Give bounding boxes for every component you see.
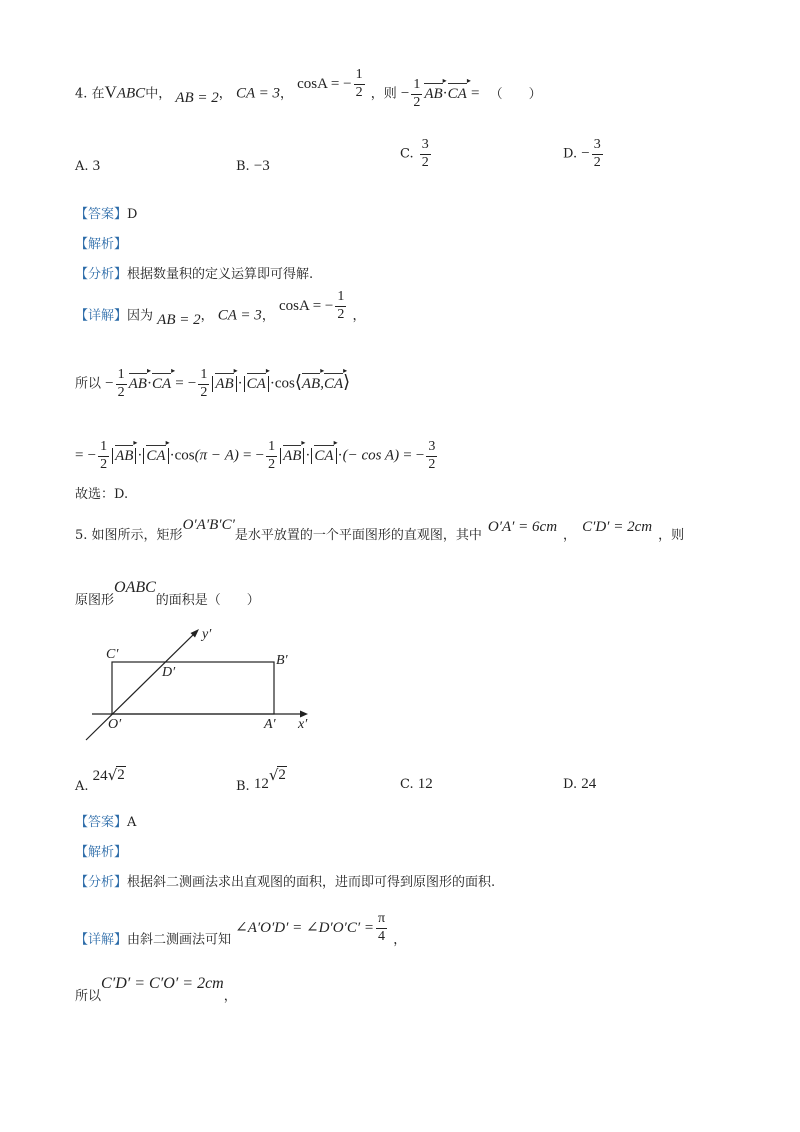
q5-option-a: A. 24 √ 2 (75, 766, 125, 794)
q5-stem-line1: 5. 如图所示，矩形O′A′B′C′是水平放置的一个平面图形的直观图，其中O′A′ = 6cm，C′D′ = 2cm，则 (75, 517, 685, 543)
q5-detail: 【详解】由斜二测画法可知 ∠A′O′D′ = ∠D′O′C′ = $\frac{\pi}{4}$ ， (75, 911, 407, 948)
oblique-drawing-figure (78, 624, 318, 750)
q4-fenxi: 【分析】根据数量积的定义运算即可得解. (75, 267, 314, 282)
q5-conclusion: 所以C′D′ = C′O′ = 2cm， (75, 975, 237, 1004)
y-axis (86, 632, 196, 740)
q5-number: 5. (75, 528, 88, 543)
q4-option-d: D. − $\frac{3}{2}$ (563, 137, 601, 170)
vector-ab: AB ▸ (424, 87, 442, 102)
q4-derivation-line2: = − $\frac{1}{2}$ AB ▸ · CA ▸ ·cos(π − A) = − $\frac{1}{2}$ AB ▸ · CA ▸ ·(− cos A) = − $\frac{3}{2}$ (75, 440, 439, 472)
q4-option-b: B. −3 (236, 158, 270, 174)
q4-stem: 4. 在VABC中， AB = 2， CA = 3， cosA = − $\frac{1}{2}$ ，则 − $\frac{1}{2}$ AB ▸·CA ▸ = （ ） (75, 78, 542, 110)
q4-analysis-heading: 【解析】 (75, 237, 128, 252)
label-d: D′ (162, 665, 176, 680)
label-y: y′ (202, 627, 212, 642)
q4-choice: 故选：D. (75, 487, 129, 502)
label-x: x′ (298, 717, 308, 732)
label-b: B′ (276, 653, 288, 668)
q5-option-b: B. 12 √ 2 (236, 766, 286, 794)
q4-ca-value: CA = 3 (235, 85, 280, 102)
q5-option-c: C. 12 (400, 776, 433, 792)
q5-answer: 【答案】A (75, 815, 137, 830)
q4-cos-fraction: $\frac{1}{2}$ (355, 67, 363, 100)
q4-detail: 【详解】因为 AB = 2， CA = 3， cosA = − $\frac{1}{2}$ ， (75, 289, 366, 328)
q4-option-a: A. 3 (75, 158, 101, 174)
answer-tag: 【答案】 (75, 207, 128, 222)
q5-stem-line2: 原图形OABC的面积是（ ） (75, 579, 260, 608)
label-a: A′ (264, 717, 276, 732)
q4-cos-condition: cosA = − (297, 75, 352, 92)
vector-ca: CA ▸ (448, 87, 467, 102)
q5-analysis-heading: 【解析】 (75, 845, 128, 860)
rect-name: O′A′B′C′ (182, 517, 235, 533)
q4-derivation-line1: 所以 − $\frac{1}{2}$ AB ▸·CA ▸ = − $\frac{1}{2}$ AB ▸ · CA ▸ ·cos⟨AB ▸,CA ▸⟩ (75, 368, 350, 400)
triangle-symbol: V (104, 82, 117, 102)
rectangle-oabc (112, 662, 274, 714)
q4-blank: （ ） (489, 86, 542, 102)
q5-option-d: D. 24 (563, 776, 597, 792)
label-c: C′ (106, 647, 119, 662)
label-o: O′ (108, 717, 122, 732)
q4-answer: 【答案】D (75, 207, 138, 222)
q4-number: 4. (75, 86, 88, 102)
q5-fenxi: 【分析】根据斜二测画法求出直观图的面积，进而即可得到原图形的面积. (75, 875, 496, 890)
q4-ab-value: AB = 2 (175, 89, 219, 106)
q4-option-c: C. $\frac{3}{2}$ (400, 137, 429, 170)
